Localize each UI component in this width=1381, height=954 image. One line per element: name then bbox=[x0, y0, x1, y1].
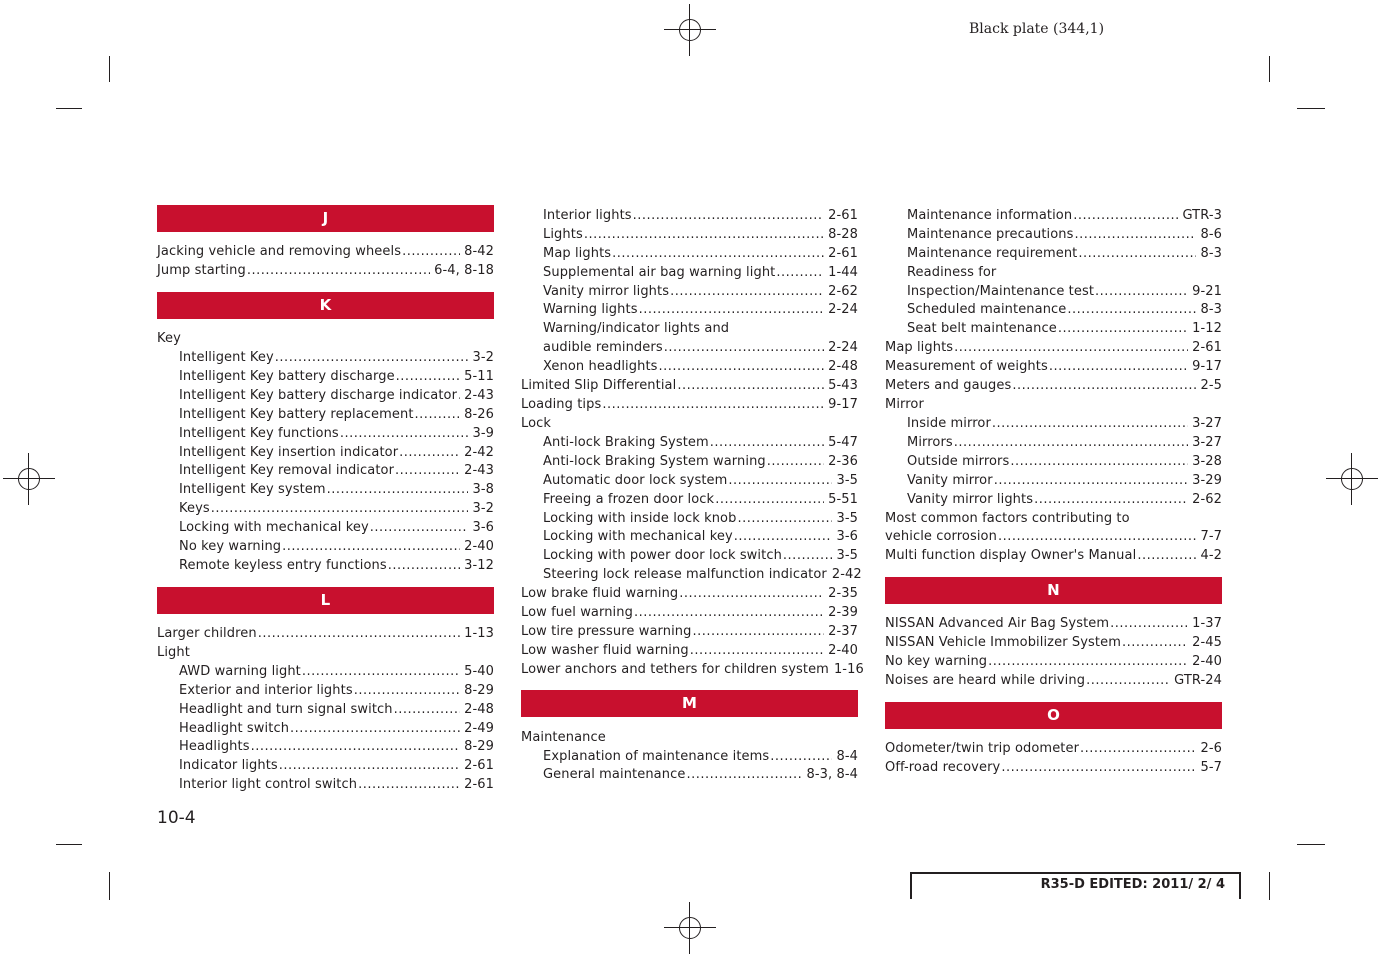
registration-mark-right bbox=[1334, 461, 1370, 497]
index-subentry: Scheduled maintenance ..... 8-3 bbox=[907, 300, 1222, 319]
index-heading: Most common factors contributing to bbox=[885, 511, 1130, 526]
index-subentry: audible reminders ..... 2-24 bbox=[543, 338, 858, 357]
index-subentry: Intelligent Key ..... 3-2 bbox=[179, 348, 494, 367]
index-entry: vehicle corrosion ..... 7-7 bbox=[885, 527, 1222, 546]
index-entry: Limited Slip Differential ..... 5-43 bbox=[521, 376, 858, 395]
index-subentry: Seat belt maintenance ..... 1-12 bbox=[907, 319, 1222, 338]
index-subentry: Locking with mechanical key ..... 3-6 bbox=[543, 527, 858, 546]
index-subentry: Interior lights ..... 2-61 bbox=[543, 206, 858, 225]
index-subentry: AWD warning light ..... 5-40 bbox=[179, 662, 494, 681]
plate-label: Black plate (344,1) bbox=[969, 21, 1105, 37]
index-subentry: Locking with inside lock knob ..... 3-5 bbox=[543, 509, 858, 528]
crop-mark bbox=[1269, 872, 1270, 900]
index-entry: Multi function display Owner's Manual ..... 4-2 bbox=[885, 546, 1222, 565]
index-subentry: Map lights ..... 2-61 bbox=[543, 244, 858, 263]
index-subentry: Anti-lock Braking System warning ..... 2-36 bbox=[543, 452, 858, 471]
crop-mark bbox=[109, 872, 110, 900]
index-subentry: Intelligent Key insertion indicator ..... 2-42 bbox=[179, 443, 494, 462]
index-subentry: Supplemental air bag warning light ..... 1-44 bbox=[543, 263, 858, 282]
index-subheading: Readiness for bbox=[907, 265, 997, 280]
index-entry: Low washer fluid warning ..... 2-40 bbox=[521, 641, 858, 660]
index-entry: Off-road recovery ..... 5-7 bbox=[885, 758, 1222, 777]
index-subentry: Inspection/Maintenance test ..... 9-21 bbox=[907, 282, 1222, 301]
index-entry: Low brake fluid warning ..... 2-35 bbox=[521, 584, 858, 603]
index-subentry: Steering lock release malfunction indicator 2-42 bbox=[543, 567, 862, 582]
index-entry: Jump starting ..... 6-4, 8-18 bbox=[157, 261, 494, 280]
index-subentry: Intelligent Key removal indicator ..... 2-43 bbox=[179, 461, 494, 480]
index-subentry: Automatic door lock system ..... 3-5 bbox=[543, 471, 858, 490]
index-entry: Low fuel warning ..... 2-39 bbox=[521, 603, 858, 622]
index-entry: Loading tips ..... 9-17 bbox=[521, 395, 858, 414]
index-subentry: Maintenance information ..... GTR-3 bbox=[907, 206, 1222, 225]
edit-stamp: R35-D EDITED: 2011/ 2/ 4 bbox=[910, 872, 1241, 899]
index-heading: Lock bbox=[521, 416, 552, 431]
index-subentry: General maintenance ..... 8-3, 8-4 bbox=[543, 765, 858, 784]
index-subentry: Indicator lights ..... 2-61 bbox=[179, 756, 494, 775]
index-entry: NISSAN Vehicle Immobilizer System ..... 2-45 bbox=[885, 633, 1222, 652]
index-entry: Larger children ..... 1-13 bbox=[157, 624, 494, 643]
index-subentry: Intelligent Key functions ..... 3-9 bbox=[179, 424, 494, 443]
index-subentry: Locking with mechanical key ..... 3-6 bbox=[179, 518, 494, 537]
index-subentry: Intelligent Key system ..... 3-8 bbox=[179, 480, 494, 499]
index-subentry: Vanity mirror lights ..... 2-62 bbox=[907, 490, 1222, 509]
section-header-n: N bbox=[885, 577, 1222, 604]
crop-mark bbox=[1297, 108, 1325, 109]
index-heading: Mirror bbox=[885, 397, 924, 412]
index-subentry: Exterior and interior lights ..... 8-29 bbox=[179, 681, 494, 700]
index-entry: Noises are heard while driving ..... GTR-24 bbox=[885, 671, 1222, 690]
index-subentry: Outside mirrors ..... 3-28 bbox=[907, 452, 1222, 471]
crop-mark bbox=[1269, 56, 1270, 82]
index-heading: Maintenance bbox=[521, 730, 606, 745]
index-subentry: Vanity mirror lights ..... 2-62 bbox=[543, 282, 858, 301]
index-subheading: Warning/indicator lights and bbox=[543, 321, 730, 336]
crop-mark bbox=[56, 844, 82, 845]
index-subentry: Mirrors ..... 3-27 bbox=[907, 433, 1222, 452]
registration-mark-bottom bbox=[672, 910, 708, 946]
registration-mark-top bbox=[672, 12, 708, 48]
index-subentry: Inside mirror ..... 3-27 bbox=[907, 414, 1222, 433]
section-header-l: L bbox=[157, 587, 494, 614]
index-subentry: Intelligent Key battery discharge indicator ..... 2-43 bbox=[179, 386, 494, 405]
index-entry: No key warning ..... 2-40 bbox=[885, 652, 1222, 671]
index-heading: Key bbox=[157, 331, 181, 346]
section-header-o: O bbox=[885, 702, 1222, 729]
index-subentry: Maintenance precautions ..... 8-6 bbox=[907, 225, 1222, 244]
index-subentry: Intelligent Key battery replacement ..... 8-26 bbox=[179, 405, 494, 424]
index-entry: Meters and gauges ..... 2-5 bbox=[885, 376, 1222, 395]
page-number: 10-4 bbox=[157, 808, 196, 828]
section-header-m: M bbox=[521, 690, 858, 717]
index-heading: Light bbox=[157, 645, 190, 660]
index-subentry: Intelligent Key battery discharge ..... 5-11 bbox=[179, 367, 494, 386]
index-subentry: Explanation of maintenance items ..... 8-4 bbox=[543, 747, 858, 766]
index-subentry: Vanity mirror ..... 3-29 bbox=[907, 471, 1222, 490]
index-entry: Map lights ..... 2-61 bbox=[885, 338, 1222, 357]
index-subentry: Headlight switch ..... 2-49 bbox=[179, 719, 494, 738]
index-subentry: Freeing a frozen door lock ..... 5-51 bbox=[543, 490, 858, 509]
index-subentry: Warning lights ..... 2-24 bbox=[543, 300, 858, 319]
index-subentry: Headlights ..... 8-29 bbox=[179, 737, 494, 756]
index-subentry: Maintenance requirement ..... 8-3 bbox=[907, 244, 1222, 263]
index-subentry: Keys ..... 3-2 bbox=[179, 499, 494, 518]
index-subentry: Locking with power door lock switch ..... 3-5 bbox=[543, 546, 858, 565]
index-entry: Lower anchors and tethers for children system 1-16 bbox=[521, 662, 864, 677]
index-subentry: Remote keyless entry functions ..... 3-12 bbox=[179, 556, 494, 575]
index-entry: Low tire pressure warning ..... 2-37 bbox=[521, 622, 858, 641]
section-header-k: K bbox=[157, 292, 494, 319]
registration-mark-left bbox=[11, 461, 47, 497]
index-subentry: Anti-lock Braking System ..... 5-47 bbox=[543, 433, 858, 452]
index-subentry: Xenon headlights ..... 2-48 bbox=[543, 357, 858, 376]
index-subentry: Interior light control switch ..... 2-61 bbox=[179, 775, 494, 794]
index-entry: Jacking vehicle and removing wheels ..... 8-42 bbox=[157, 242, 494, 261]
crop-mark bbox=[109, 56, 110, 82]
index-entry: Measurement of weights ..... 9-17 bbox=[885, 357, 1222, 376]
index-subentry: No key warning ..... 2-40 bbox=[179, 537, 494, 556]
index-subentry: Lights ..... 8-28 bbox=[543, 225, 858, 244]
index-entry: NISSAN Advanced Air Bag System ..... 1-37 bbox=[885, 614, 1222, 633]
index-entry: Odometer/twin trip odometer ..... 2-6 bbox=[885, 739, 1222, 758]
crop-mark bbox=[1297, 844, 1325, 845]
section-header-j: J bbox=[157, 205, 494, 232]
index-subentry: Headlight and turn signal switch ..... 2-48 bbox=[179, 700, 494, 719]
crop-mark bbox=[56, 108, 82, 109]
